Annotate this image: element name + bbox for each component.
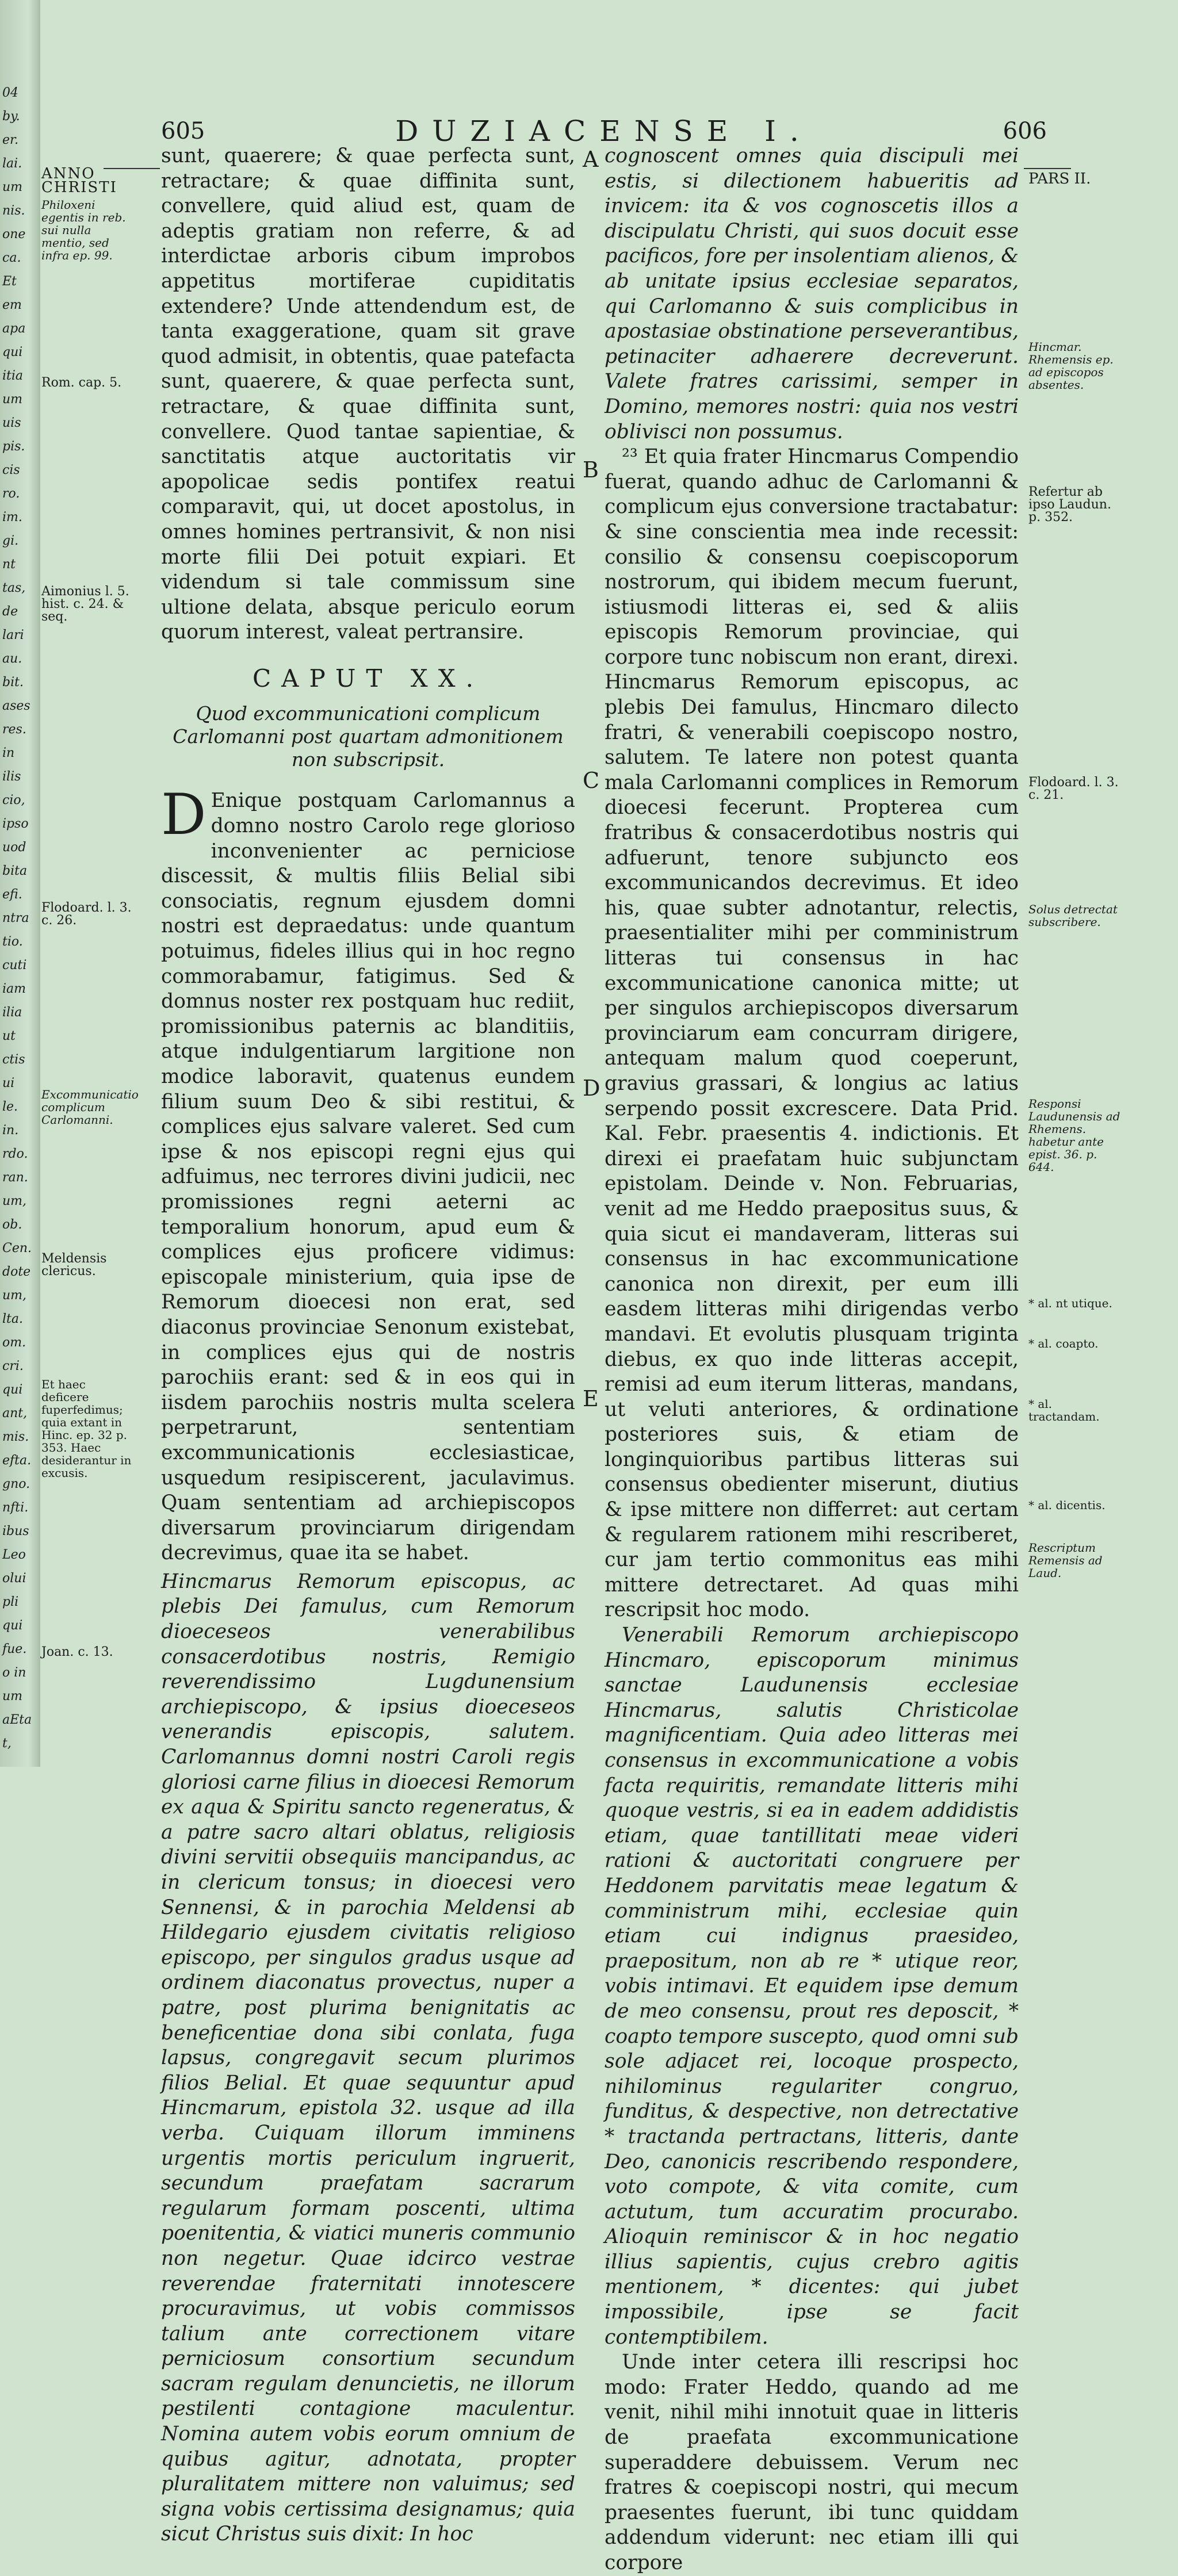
gutter-fragment: qui <box>2 1618 23 1633</box>
gutter-fragment: ibus <box>2 1524 29 1538</box>
gutter-fragment: pis. <box>2 439 25 454</box>
left-text-column <box>161 144 575 2547</box>
gutter-fragment: ca. <box>2 251 21 265</box>
gutter-fragment: um <box>2 392 23 407</box>
section-letter-e: E <box>583 1386 599 1411</box>
gutter-fragment: bit. <box>2 675 24 690</box>
gutter-fragment: ilis <box>2 770 21 784</box>
gutter-fragment: ran. <box>2 1170 28 1185</box>
margin-note-flodoard-right: Flodoard. l. 3. c. 21. <box>1028 775 1119 802</box>
chapter-heading: CAPUT XX. <box>253 664 484 692</box>
gutter-fragment: om. <box>2 1335 26 1350</box>
gutter-fragment: le. <box>2 1100 18 1114</box>
left-paragraph-1: sunt, quaerere; & quae perfecta sunt, retractare; & quae diffinita sunt, convellere, quid aliud est, quam de adeptis gratiam non referre, & ad interdictae arboris cibum improbos appetitus mortiferae cupiditatis extendere? Unde attendendum est, de tanta exaggeratione, quam sit grave quod admisit, in obtentis, quae patefacta sunt, quaerere, & quae perfecta sunt, retractare, & quae diffinita sunt, convellere. Quod tantae sapientiae, & sanctitatis atque auctoritatis vir apopolicae sedis pontifex reatui comparavit, qui, ut docet apostolus, in omnes homines pertransivit, & non nisi morte filii Dei potuit expiari. Et videndum si tale commissum sine ultione delata, absque periculo eorum quorum interest, valeat pertransire. <box>161 144 575 644</box>
gutter-fragment: dote <box>2 1265 31 1279</box>
right-text-column <box>605 144 1019 2576</box>
gutter-fragment: gno. <box>2 1477 30 1491</box>
section-letter-a: A <box>583 147 599 172</box>
gutter-fragment: um, <box>2 1194 27 1208</box>
gutter-fragment: ant, <box>2 1406 28 1421</box>
gutter-fragment: Cen. <box>2 1241 32 1256</box>
left-page-number: 605 <box>161 118 205 144</box>
margin-note-hincmar: Hincmar. Rhemensis ep. ad episcopos absentes. <box>1028 340 1114 392</box>
gutter-fragment: nis. <box>2 204 25 218</box>
left-paragraph-2-text: Enique postquam Carlomannus a domno nostro Carolo rege glorioso inconvenienter ac perniciose discessit, & multis filiis Belial sibi consociatis, regnum ejusdem domni nostri est depraedatus: unde quantum potuimus, fideles illius qui in hoc regno commorabamur, fatigimus. Sed & domnus noster rex postquam huc rediit, promissionibus paternis ac blanditiis, atque indulgentiarum largitione non modice laboravit, quatenus eundem filium suum Deo & sibi restitui, & complices ejus salvare valeret. Sed cum ipse & nos episcopi regni ejus qui adfuimus, nec terrores divini judicii, nec promissiones regni aeterni ac temporalium honorum, apud eum & complices ejus proficere vidimus: episcopale ministerium, quia ipse de Remorum dioecesi non erat, sed diaconus provinciae Senonum existebat, in complices ejus qui de nostris parochiis erant: sed & in eos qui in iisdem parochiis nostris multa scelera perpetrarunt, sententiam excommunicationis ecclesiasticae, usquedum resipiscerent, jaculavimus. Quam sententiam ad archiepiscopos diversarum provinciarum dirigendam decrevimus, quae ita se habet. <box>161 789 575 1565</box>
gutter-fragment: 04 <box>2 86 18 100</box>
margin-note-haec: Et haec deficere fuperfedimus; quia extant in Hinc. ep. 32 p. 353. Haec desiderantur in excusis. <box>41 1377 132 1480</box>
gutter-fragment: lari <box>2 628 24 642</box>
margin-note-dicentis: * al. dicentis. <box>1028 1498 1106 1512</box>
right-paragraph-3: Venerabili Remorum archiepiscopo Hincmaro, episcoporum minimus sanctae Laudunensis ecclesiae Hincmarus, salutis Christicolae magnificentiam. Quia adeo litteras mei consensus in excommunicatione a vobis facta requiritis, remandate litteris mihi quoque vestris, si ea in eadem addidistis etiam, quae tantillitati meae videri rationi & auctoritati congruere per Heddonem parvitatis meae legatum & comministrum mihi, ecclesiae quin etiam cui indignus praesideo, praepositum, non ab re * utique reor, vobis intimavi. Et equidem ipse demum de meo consensu, prout res deposcit, * coapto tempore suscepto, quod omni sub sole adjacet rei, locoque prospecto, nihilominus regulariter congruo, funditus, & despective, non detrectative * tractanda pertractans, litteris, dante Deo, canonicis rescribendo respondere, voto compote, & vita comite, cum actutum, tum accuratim procurabo. Alioquin reminiscor & in hoc negatio illius sapientis, cujus crebro agitis mentionem, * dicentes: qui jubet impossibile, ipse se facit contemptibilem. <box>605 1624 1019 2349</box>
margin-note-philoxeni: Philoxeni egentis in reb. sui nulla mentio, sed infra ep. 99. <box>41 198 126 262</box>
gutter-fragment: apa <box>2 321 26 336</box>
gutter-fragment: ctis <box>2 1052 25 1067</box>
gutter-fragment: efta. <box>2 1453 32 1468</box>
page-header <box>161 114 1047 148</box>
gutter-fragment: efi. <box>2 887 22 902</box>
gutter-fragment: fue. <box>2 1642 27 1656</box>
gutter-fragment: aEta <box>2 1713 32 1727</box>
gutter-fragment: rdo. <box>2 1147 28 1161</box>
gutter-fragment: qui <box>2 345 23 359</box>
gutter-fragment: ob. <box>2 1218 22 1232</box>
margin-note-refertur: Refertur ab ipso Laudun. p. 352. <box>1028 485 1111 525</box>
gutter-fragment: ases <box>2 699 30 713</box>
left-paragraph-3: Hincmarus Remorum episcopus, ac plebis Dei famulus, cum Remorum dioeceseos venerabilibus consacerdotibus nostris, Remigio reverendissimo Lugdunensium archiepiscopo, & ipsius dioeceseos venerandis episcopis, salutem. Carlomannus domni nostri Caroli regis gloriosi carne filius in dioecesi Remorum ex aqua & Spiritu sancto regeneratus, & a patre sacro altari oblatus, religiosis divini servitii obsequiis mancipandus, ac in clericum tonsus; in dioecesi vero Sennensi, & in parochia Meldensi ab Hildegario ejusdem civitatis religioso episcopo, per singulos gradus usque ad ordinem diaconatus provectus, nuper a patre, post plurima benignitatis ac beneficentiae dona sibi conlata, fuga lapsus, congregavit secum plurimos filios Belial. Et quae sequuntur apud Hincmarum, epistola 32. usque ad illa verba. Cuiquam illorum imminens urgentis mortis periculum ingruerit, secundum praefatam sacrarum regularum formam poscenti, ultima poenitentia, & viatici muneris communio non negetur. Quae idcirco vestrae reverendae fraternitati innotescere procuravimus, ut vobis commissos talium ante correctionem vitare perniciosum consortium secundum sacram regulam denuncietis, ne illorum pestilenti contagione maculentur. Nomina autem vobis eorum omnium de quibus agitur, adnotata, propter pluralitatem mittere non valuimus; sed signa vobis certissima designamus; quia sicut Christus suis dixit: In hoc <box>161 1570 575 2546</box>
gutter-fragment: cis <box>2 463 20 477</box>
gutter-fragment: by. <box>2 109 20 124</box>
gutter-fragment: nt <box>2 557 16 572</box>
margin-note-flodoard: Flodoard. l. 3. c. 26. <box>41 901 132 928</box>
gutter-fragment: um <box>2 1689 23 1704</box>
margin-note-responsi: Responsi Laudunensis ad Rhemens. habetur ante epist. 36. p. 644. <box>1028 1097 1120 1174</box>
gutter-fragment: em <box>2 298 22 312</box>
gutter-fragment: um, <box>2 1288 27 1303</box>
gutter-fragment: lai. <box>2 156 22 171</box>
margin-pars: PARS II. <box>1028 170 1091 187</box>
gutter-fragment: in <box>2 746 15 760</box>
gutter-fragment: uod <box>2 840 26 855</box>
gutter-fragment: iam <box>2 982 26 996</box>
drop-cap: D <box>161 782 206 848</box>
gutter-fragment: nfti. <box>2 1501 29 1515</box>
gutter-fragment: o in <box>2 1666 26 1680</box>
gutter-fragment: de <box>2 604 18 619</box>
gutter-fragment: lta. <box>2 1312 23 1326</box>
gutter-fragment: au. <box>2 652 22 666</box>
gutter-fragment: res. <box>2 722 26 737</box>
gutter-fragment: itia <box>2 369 24 383</box>
section-letter-c: C <box>583 768 600 793</box>
gutter-fragment: Leo <box>2 1548 26 1562</box>
margin-note-solus: Solus detrectat subscribere. <box>1028 902 1118 929</box>
gutter-fragment: Et <box>2 274 17 289</box>
gutter-fragment: cri. <box>2 1359 24 1373</box>
margin-note-rom: Rom. cap. 5. <box>41 376 122 390</box>
gutter-fragment: mis. <box>2 1430 29 1444</box>
margin-note-coapto: * al. coapto. <box>1028 1337 1099 1350</box>
right-paragraph-4: Unde inter cetera illi rescripsi hoc modo: Frater Heddo, quando ad me venit, nihil mihi innotuit quae in litteris de praefata excommunicatione superaddere debuissem. Verum nec fratres & coepiscopi nostri, qui mecum praesentes fuerunt, ibi tunc quiddam addendum viderunt: nec etiam illi qui corpore <box>605 2351 1019 2574</box>
margin-note-joan: Joan. c. 13. <box>41 1645 113 1659</box>
left-paragraph-2 <box>161 782 575 1565</box>
gutter-fragment: tio. <box>2 935 23 949</box>
margin-note-meldensis: Meldensis clericus. <box>41 1251 107 1279</box>
gutter-fragment: im. <box>2 510 22 525</box>
gutter-fragment: ut <box>2 1029 16 1043</box>
facing-page-gutter <box>0 0 40 1767</box>
section-letter-d: D <box>583 1075 601 1101</box>
gutter-fragment: ipso <box>2 817 29 831</box>
gutter-fragment: um <box>2 180 23 194</box>
gutter-fragment: tas, <box>2 581 26 595</box>
gutter-fragment: t, <box>2 1736 12 1751</box>
gutter-fragment: ro. <box>2 487 20 501</box>
gutter-fragment: one <box>2 227 26 242</box>
margin-note-tractandam: * al. tractandam. <box>1028 1397 1100 1423</box>
gutter-fragment: uis <box>2 416 21 430</box>
gutter-fragment: ui <box>2 1076 15 1090</box>
margin-note-excommunicatio: Excommunicatio complicum Carlomanni. <box>41 1088 139 1127</box>
right-paragraph-2: ²³ Et quia frater Hincmarus Compendio fuerat, quando adhuc de Carlomanni & complicum ejus conversione tractabatur: & sine conscientia mea inde recessit: consilio & consensu coepiscoporum nostrorum, qui ibidem mecum fuerunt, istiusmodi litteras ei, sed & aliis episcopis Remorum provinciae, qui corpore tunc nobiscum non erant, direxi. Hincmarus Remorum episcopus, ac plebis Dei famulus, Hincmaro dilecto fratri, & venerabili coepiscopo nostro, salutem. Te latere non potest quanta mala Carlomanni complices in Remorum dioecesi fecerunt. Propterea cum fratribus & consacerdotibus nostris qui adfuerunt, tenore subjuncto eos excommunicandos decrevimus. Et ideo his, quae subter adnotantur, relectis, praesentialiter mihi per comministrum litteras tui consensus in hac excommunicatione canonica mitte; ut per singulos archiepiscopos diversarum provinciarum eam concurram dirigere, antequam malum quod coeperunt, gravius grassari, & longius ac latius serpendo possit excrescere. Data Prid. Kal. Febr. praesentis 4. indictionis. Et direxi ei praefatam huic subjunctam epistolam. Deinde v. Non. Februarias, venit ad me Heddo praepositus suus, & quia sicut ei mandaveram, litteras sui consensus in hac excommunicatione canonica non direxit, per eum illi easdem litteras mihi dirigendas verbo mandavi. Et evolutis plusquam triginta diebus, ex quo inde litteras accepit, remisi ad eum iterum litteras, mandans, ut veluti anteriores, & ordinatione posteriores suis, & etiam de longinquioribus partibus litteras sui consensus obedienter miserunt, diutius & ipse mittere non differret: aut certam & regularem rationem mihi rescriberet, cur jam tertio commonitus eas mihi mittere detrectaret. Ad quas mihi rescripsit hoc modo. <box>605 445 1019 1622</box>
gutter-fragment: gi. <box>2 534 19 548</box>
section-letter-b: B <box>583 457 599 483</box>
chapter-summary: Quod excommunicationi complicum Carlomanni post quartam admonitionem non subscripsit. <box>173 702 564 771</box>
gutter-fragment: cio, <box>2 793 25 807</box>
margin-anno-christi: ANNO CHRISTI <box>41 165 117 196</box>
margin-note-aimonius: Aimonius l. 5. hist. c. 24. & seq. <box>41 584 129 624</box>
gutter-fragment: qui <box>2 1383 23 1397</box>
right-header-rule <box>1024 168 1071 169</box>
right-paragraph-1: cognoscent omnes quia discipuli mei estis, si dilectionem habueritis ad invicem: ita & vos cognoscetis illos a discipulatu Christi, qui suos docuit esse pacificos, fore per insolentiam alienos, & ab unitate ipsius ecclesiae separatos, qui Carlomanno & suis complicibus in apostasiae obstinatione perseverantibus, petinaciter adhaerere decreverunt. Valete fratres carissimi, semper in Domino, memores nostri: quia nos vestri oblivisci non possumus. <box>605 144 1019 443</box>
gutter-fragment: bita <box>2 864 28 878</box>
gutter-fragment: cuti <box>2 958 27 973</box>
gutter-fragment: ntra <box>2 911 29 925</box>
gutter-fragment: er. <box>2 133 19 147</box>
gutter-fragment: pli <box>2 1595 19 1609</box>
gutter-fragment: olui <box>2 1571 26 1586</box>
running-title: DUZIACENSE I. <box>395 114 813 148</box>
gutter-fragment: in. <box>2 1123 19 1138</box>
right-page-number: 606 <box>1003 118 1047 144</box>
gutter-fragment: ilia <box>2 1005 22 1020</box>
margin-note-rescriptum: Rescriptum Remensis ad Laud. <box>1028 1541 1103 1580</box>
margin-note-utique: * al. nt utique. <box>1028 1296 1112 1310</box>
